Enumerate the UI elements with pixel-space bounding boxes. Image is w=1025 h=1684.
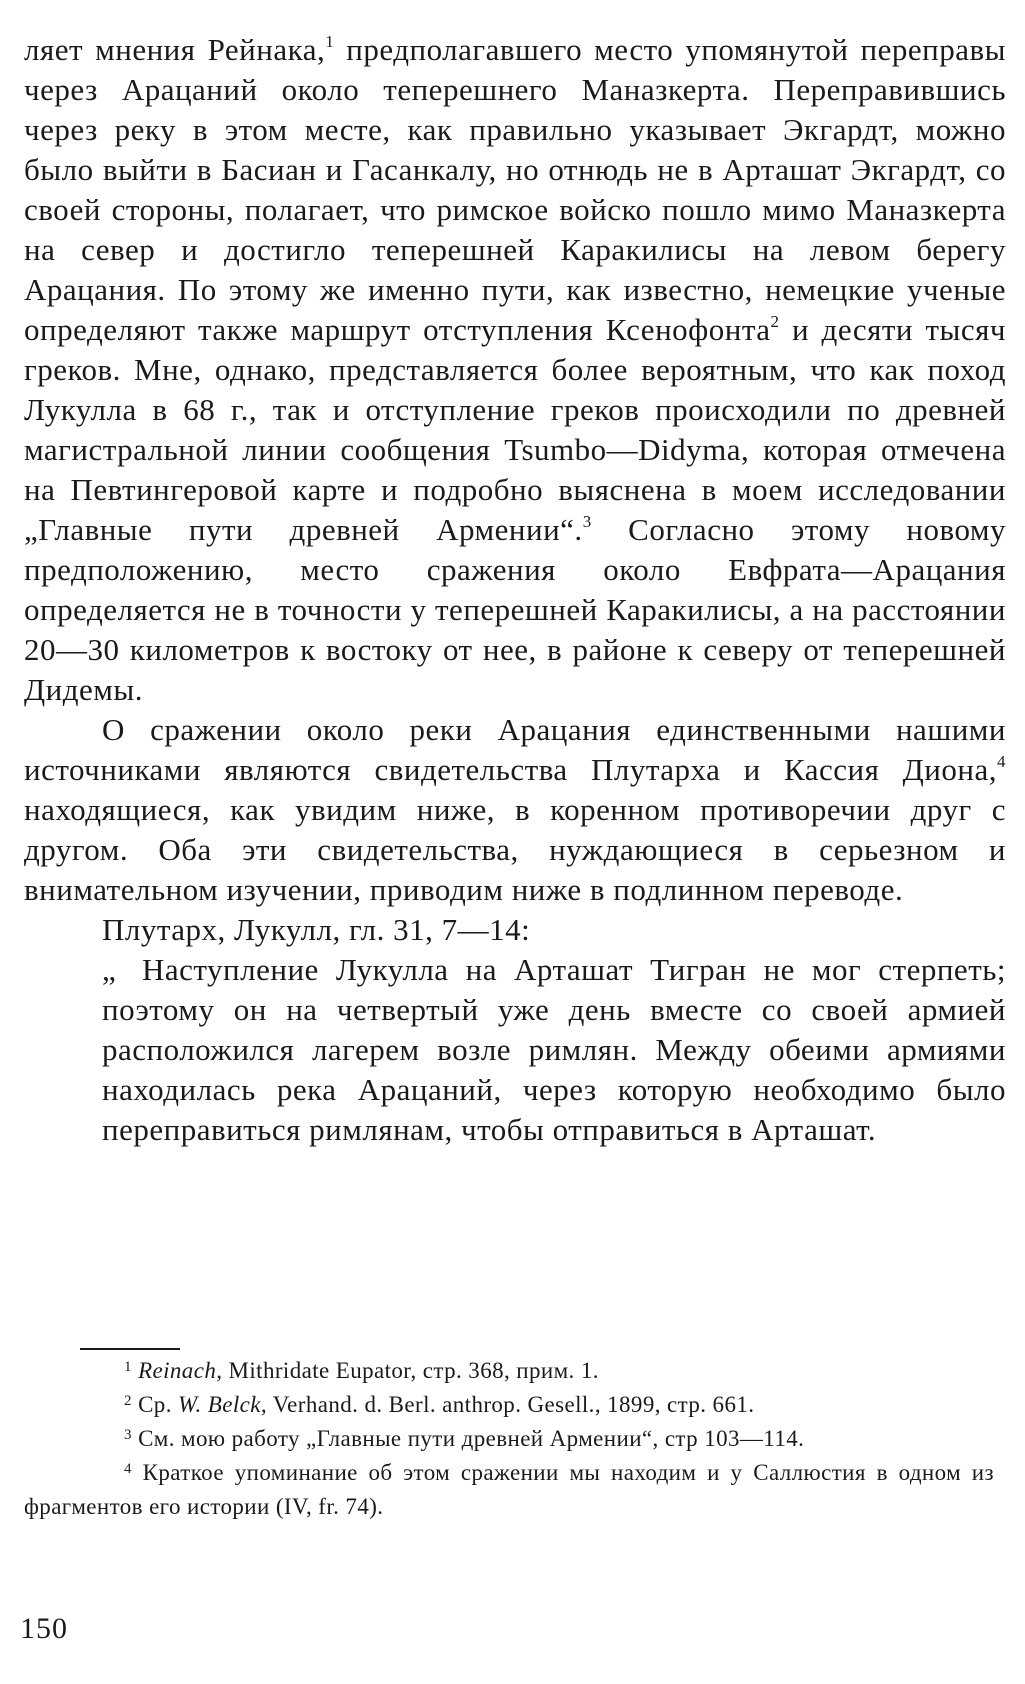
footnote-number: 3 — [124, 1427, 132, 1443]
footnote-ref-1: 1 — [325, 32, 335, 51]
page-number: 150 — [20, 1612, 68, 1645]
quote-heading: Плутарх, Лукулл, гл. 31, 7—14: — [102, 912, 531, 947]
footnote-text: Verhand. d. Berl. anthrop. Gesell., 1899, стр. 661. — [266, 1392, 755, 1417]
footnote-ref-3: 3 — [582, 512, 592, 531]
footnote-author: W. Belck, — [178, 1392, 267, 1417]
text-run: ляет мнения Рейнака, — [24, 32, 326, 67]
footnote-3 — [24, 1422, 994, 1456]
text-run: предполагавшего место упомянутой переправы через Арацаний около теперешнего Маназкерта. Переправившись через реку в этом месте, как правильно указывает Экгардт, можно было выйти в Басиан и Гасанкалу, но отнюдь не в Арташат Экгардт, со своей стороны, полагает, что римское войско пошло мимо Маназкерта на север и достигло теперешней Каракилисы на левом берегу Арацания. По этому же именно пути, как известно, немецкие ученые определяют также маршрут отступления Ксенофонта — [24, 32, 1006, 347]
paragraph-1 — [24, 30, 1006, 710]
quote-text: Наступление Лукулла на Арташат Тигран не мог стерпеть; поэтому он на четвертый уже день вместе со своей армией расположился лагерем возле римлян. Между обеими армиями находилась река Арацаний, через которую необходимо было переправиться римлянам, чтобы отправиться в Арташат. — [102, 952, 1006, 1147]
footnote-2 — [24, 1388, 994, 1422]
footnote-prefix: Ср. — [138, 1392, 179, 1417]
footnote-4 — [24, 1456, 994, 1524]
footnotes — [24, 1354, 994, 1524]
quotation — [24, 950, 1006, 1150]
footnote-text: См. мою работу „Главные пути древней Армении“, стр 103—114. — [138, 1426, 805, 1451]
footnote-text: Mithridate Eupator, стр. 368, прим. 1. — [222, 1358, 599, 1383]
text-run: находящиеся, как увидим ниже, в коренном противоречии друг с другом. Оба эти свидетельства, нуждающиеся в серьезном и внимательном изучении, приводим ниже в подлинном переводе. — [24, 792, 1006, 907]
footnote-number: 1 — [124, 1359, 132, 1375]
main-text — [24, 30, 1006, 1150]
footnote-ref-2: 2 — [770, 312, 780, 331]
footnote-number: 2 — [124, 1393, 132, 1409]
footnote-separator — [80, 1348, 180, 1350]
footnote-1 — [24, 1354, 994, 1388]
text-run: О сражении около реки Арацания единственными нашими источниками являются свидетельства Плутарха и Кассия Диона, — [24, 712, 1006, 787]
text-run: и десяти тысяч греков. Мне, однако, представляется более вероятным, что как поход Лукулла в 68 г., так и отступление греков происходили по древней магистральной линии сообщения Tsumbo—Didyma, которая отмечена на Певтингеровой карте и подробно выяснена в моем исследовании „Главные пути древней Армении“. — [24, 312, 1006, 547]
footnote-number: 4 — [124, 1461, 132, 1477]
text-run: Согласно этому новому предположению, место сражения около Евфрата—Арацания определяется не в точности у теперешней Каракилисы, а на расстоянии 20—30 километров к востоку от нее, в районе к северу от теперешней Дидемы. — [24, 512, 1006, 707]
footnote-ref-4: 4 — [997, 752, 1006, 771]
quote-open-mark: „ — [102, 952, 117, 987]
footnote-text: Краткое упоминание об этом сражении мы находим и у Саллюстия в одном из фрагментов его истории (IV, fr. 74). — [24, 1460, 994, 1519]
paragraph-2 — [24, 710, 1006, 910]
footnote-author: Reinach, — [138, 1358, 223, 1383]
